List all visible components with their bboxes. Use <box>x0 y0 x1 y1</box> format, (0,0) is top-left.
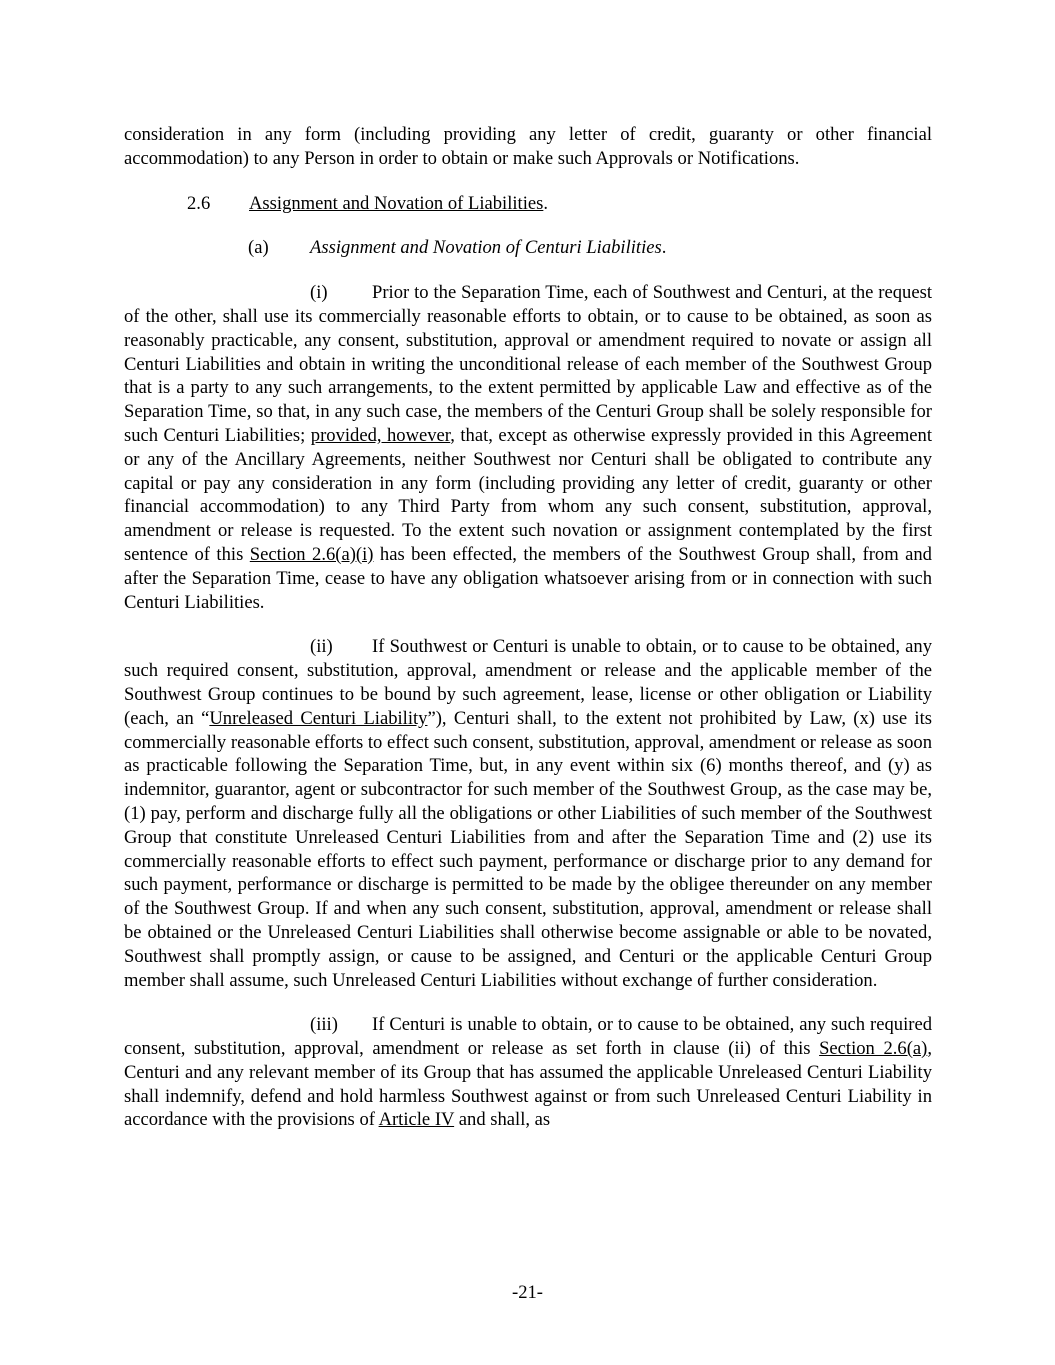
clause-ii-label: (ii) <box>310 636 333 658</box>
clause-iii-paragraph: (iii) If Centuri is unable to obtain, or to cause to be obtained, any such required consent, substitution, approval, amendment or release as set forth in clause (ii) of this Section 2.6(a), Centuri and any relevant member of its Group that has assumed the applicable Unreleased Centuri Liability shall indemnify, defend and hold harmless Southwest against or from such Unreleased Centuri Liability in accordance with the provisions of Article IV and shall, as <box>124 1014 932 1131</box>
clause-i-label: (i) <box>310 282 328 304</box>
article-reference-link[interactable]: Article IV <box>378 1109 455 1131</box>
clause-iii-label: (iii) <box>310 1014 338 1036</box>
section-reference-link[interactable]: Section 2.6(a)(i) <box>249 543 374 565</box>
defined-term: Unreleased Centuri Liability <box>209 707 428 729</box>
intro-paragraph <box>124 123 932 171</box>
document-page <box>124 123 932 1132</box>
subsection-title: Assignment and Novation of Centuri Liabilities <box>310 237 662 259</box>
section-number: 2.6 <box>187 192 211 214</box>
intro-text: consideration in any form (including providing any letter of credit, guaranty or other financial accommodation) to any Person in order to obtain or make such Approvals or Notifications. <box>124 124 932 169</box>
provided-however-term: provided, however <box>310 424 451 446</box>
subsection-heading: (a) Assignment and Novation of Centuri Liabilities. <box>248 237 667 259</box>
clause-ii-paragraph: (ii) If Southwest or Centuri is unable to obtain, or to cause to be obtained, any such required consent, substitution, approval, amendment or release and the applicable member of the Southwest Group continues to be bound by such agreement, lease, license or other obligation or Liability (each, an “Unreleased Centuri Liability”), Centuri shall, to the extent not prohibited by Law, (x) use its commercially reasonable efforts to effect such consent, substitution, approval, amendment or release as soon as practicable following the Separation Time, but, in any event within six (6) months thereof, and (y) as indemnitor, guarantor, agent or subcontractor for such member of the Southwest Group, as the case may be, (1) pay, perform and discharge fully all the obligations or other Liabilities of such member of the Southwest Group that constitute Unreleased Centuri Liabilities from and after the Separation Time and (2) use its commercially reasonable efforts to effect such payment, performance or discharge prior to any demand for such payment, performance or discharge is permitted to be made by the obligee thereunder on any member of the Southwest Group. If and when any such consent, substitution, approval, amendment or release shall be obtained or the Unreleased Centuri Liabilities shall otherwise become assignable or able to be novated, Southwest shall promptly assign, or cause to be assigned, and Centuri or the applicable Centuri Group member shall assume, such Unreleased Centuri Liabilities without exchange of further consideration. <box>124 636 933 991</box>
section-title: Assignment and Novation of Liabilities <box>249 192 544 214</box>
clause-i-paragraph: (i) Prior to the Separation Time, each of Southwest and Centuri, at the request of the other, shall use its commercially reasonable efforts to obtain, or to cause to be obtained, as soon as reasonably practicable, any consent, substitution, approval or amendment required to novate or assign all Centuri Liabilities and obtain in writing the unconditional release of each member of the Southwest Group that is a party to any such arrangements, to the extent permitted by applicable Law and effective as of the Separation Time, so that, in any such case, the members of the Centuri Group shall be solely responsible for such Centuri Liabilities; provided, however, that, except as otherwise expressly provided in this Agreement or any of the Ancillary Agreements, neither Southwest nor Centuri shall be obligated to contribute any capital or pay any consideration in any form (including providing any letter of credit, guaranty or other financial accommodation) to any Third Party from whom any such consent, substitution, approval, amendment or release is requested. To the extent such novation or assignment contemplated by the first sentence of this Section 2.6(a)(i) has been effected, the members of the Southwest Group shall, from and after the Separation Time, cease to have any obligation whatsoever arising from or in connection with such Centuri Liabilities. <box>124 282 933 613</box>
subsection-label: (a) <box>248 237 269 259</box>
section-heading: 2.6 Assignment and Novation of Liabilities. <box>187 192 549 214</box>
section-reference-link[interactable]: Section 2.6(a) <box>819 1038 928 1060</box>
page-number: -21- <box>512 1282 543 1303</box>
